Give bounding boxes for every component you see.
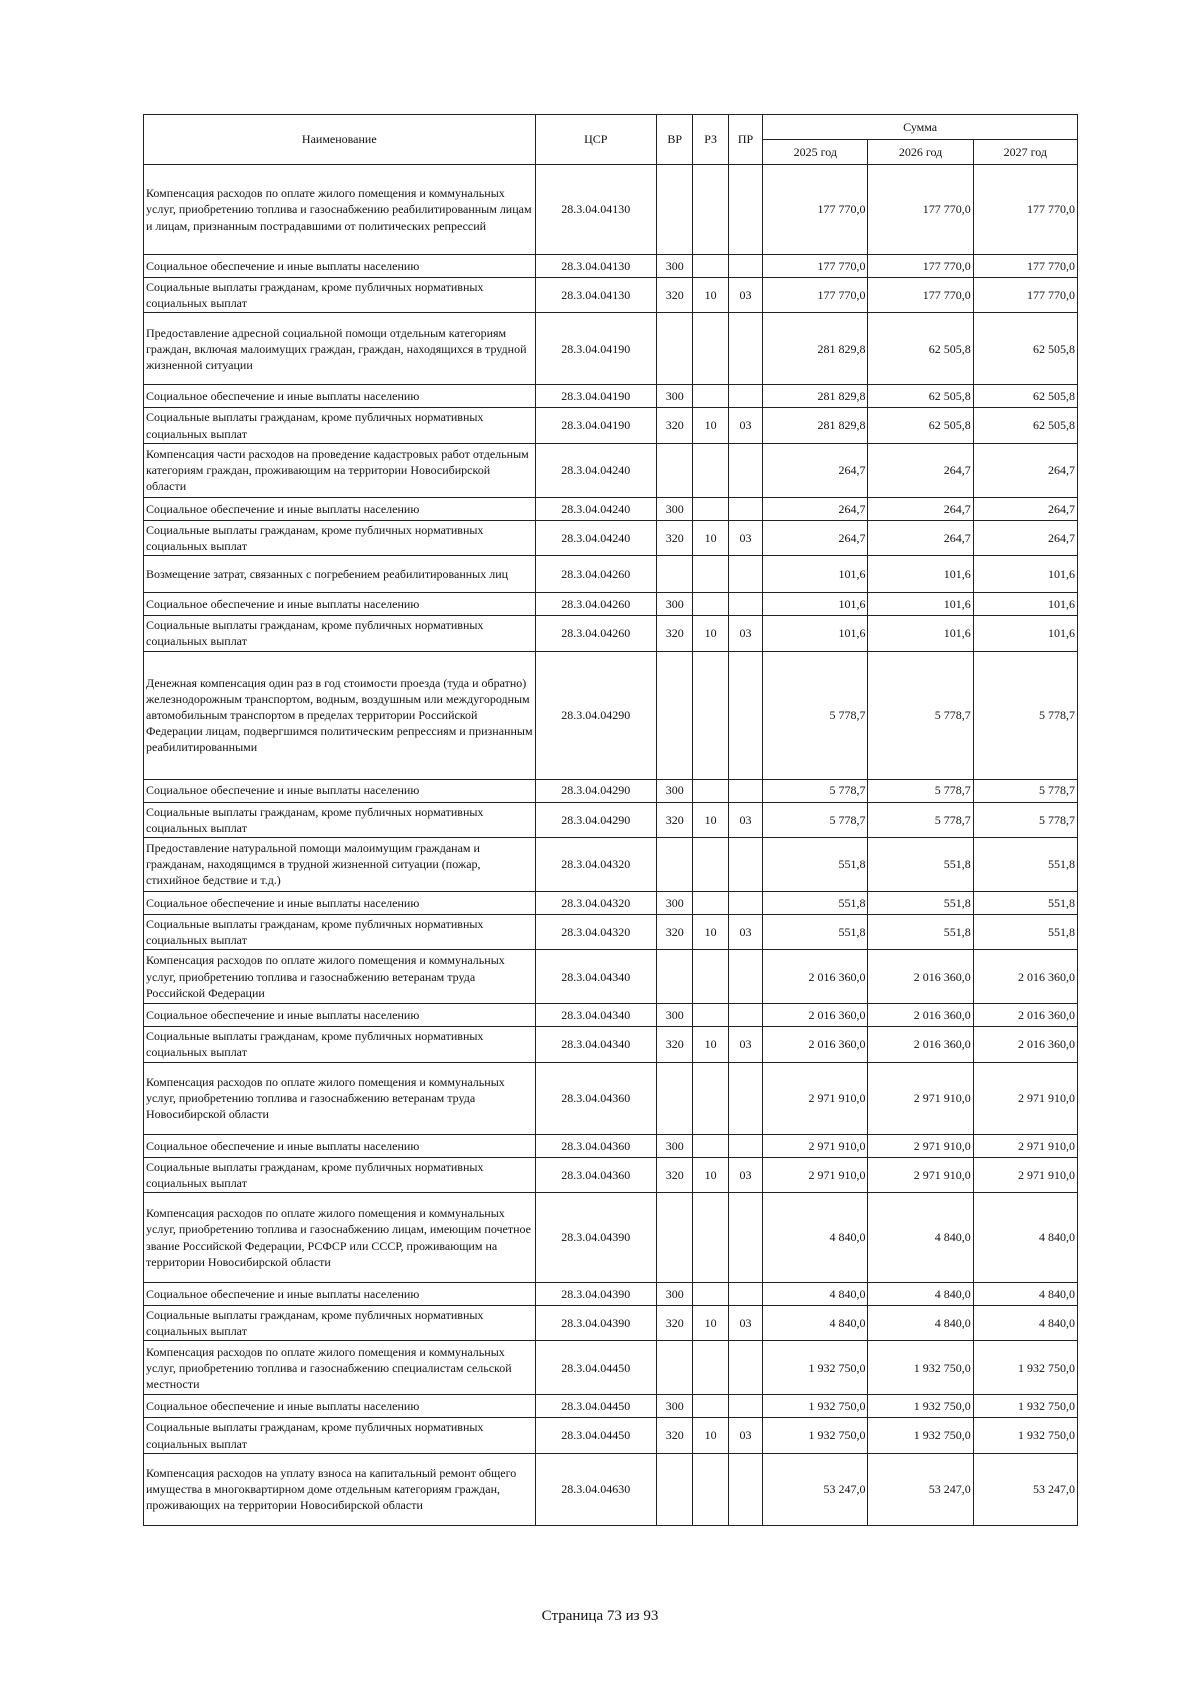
row-pr: 03 (728, 278, 762, 313)
row-amount-2027: 2 016 360,0 (973, 1004, 1077, 1027)
row-amount-2025: 281 829,8 (763, 408, 868, 443)
row-amount-2025: 4 840,0 (763, 1193, 868, 1283)
row-pr (728, 1193, 762, 1283)
row-rz (693, 891, 728, 914)
table-row (144, 950, 1078, 1004)
row-amount-2026: 177 770,0 (868, 165, 973, 255)
row-csr: 28.3.04.04190 (535, 385, 656, 408)
row-pr (728, 443, 762, 497)
row-amount-2025: 101,6 (763, 556, 868, 593)
row-pr: 03 (728, 1157, 762, 1192)
row-rz (693, 1283, 728, 1306)
row-amount-2027: 551,8 (973, 891, 1077, 914)
row-rz: 10 (693, 520, 728, 555)
row-name: Социальные выплаты гражданам, кроме публичных нормативных социальных выплат (144, 616, 536, 651)
row-csr: 28.3.04.04290 (535, 651, 656, 779)
row-rz (693, 556, 728, 593)
row-pr (728, 1453, 762, 1525)
row-amount-2026: 2 016 360,0 (868, 1027, 973, 1062)
row-amount-2027: 2 971 910,0 (973, 1157, 1077, 1192)
row-rz: 10 (693, 278, 728, 313)
row-pr (728, 837, 762, 891)
row-name: Предоставление натуральной помощи малоимущим гражданам и гражданам, находящимся в трудной жизненной ситуации (пожар, стихийное бедствие и т.д.) (144, 837, 536, 891)
row-csr: 28.3.04.04390 (535, 1283, 656, 1306)
table-row (144, 497, 1078, 520)
header-year-2027: 2027 год (973, 140, 1077, 165)
row-amount-2025: 551,8 (763, 891, 868, 914)
row-rz: 10 (693, 1306, 728, 1341)
header-pr: ПР (728, 115, 762, 165)
row-amount-2026: 53 247,0 (868, 1453, 973, 1525)
row-amount-2027: 177 770,0 (973, 255, 1077, 278)
row-name: Социальные выплаты гражданам, кроме публичных нормативных социальных выплат (144, 1027, 536, 1062)
header-rz: РЗ (693, 115, 728, 165)
row-csr: 28.3.04.04340 (535, 950, 656, 1004)
row-pr (728, 497, 762, 520)
row-amount-2027: 2 971 910,0 (973, 1062, 1077, 1134)
budget-table (143, 114, 1078, 1526)
row-name: Компенсация расходов по оплате жилого помещения и коммунальных услуг, приобретению топлива и газоснабжению ветеранам труда Новосибирской области (144, 1062, 536, 1134)
row-amount-2027: 101,6 (973, 616, 1077, 651)
row-amount-2027: 1 932 750,0 (973, 1341, 1077, 1395)
row-name: Социальные выплаты гражданам, кроме публичных нормативных социальных выплат (144, 278, 536, 313)
table-row (144, 385, 1078, 408)
row-vr: 320 (657, 520, 693, 555)
row-amount-2026: 1 932 750,0 (868, 1341, 973, 1395)
table-row (144, 313, 1078, 385)
row-amount-2025: 264,7 (763, 443, 868, 497)
row-rz (693, 651, 728, 779)
row-amount-2027: 62 505,8 (973, 408, 1077, 443)
row-amount-2026: 551,8 (868, 914, 973, 949)
row-rz: 10 (693, 914, 728, 949)
row-rz: 10 (693, 408, 728, 443)
row-amount-2025: 2 016 360,0 (763, 1027, 868, 1062)
row-csr: 28.3.04.04130 (535, 278, 656, 313)
row-amount-2027: 264,7 (973, 497, 1077, 520)
row-rz: 10 (693, 1027, 728, 1062)
row-pr (728, 313, 762, 385)
row-amount-2027: 5 778,7 (973, 779, 1077, 802)
header-csr: ЦСР (535, 115, 656, 165)
row-amount-2026: 264,7 (868, 497, 973, 520)
table-row (144, 891, 1078, 914)
row-csr: 28.3.04.04390 (535, 1306, 656, 1341)
row-amount-2027: 177 770,0 (973, 278, 1077, 313)
row-rz (693, 313, 728, 385)
budget-table-page (143, 114, 1078, 1526)
table-row (144, 1395, 1078, 1418)
header-year-2026: 2026 год (868, 140, 973, 165)
row-name: Социальное обеспечение и иные выплаты населению (144, 1134, 536, 1157)
row-csr: 28.3.04.04240 (535, 443, 656, 497)
row-amount-2027: 2 971 910,0 (973, 1134, 1077, 1157)
row-vr: 320 (657, 1027, 693, 1062)
row-amount-2027: 2 016 360,0 (973, 1027, 1077, 1062)
row-vr: 300 (657, 1283, 693, 1306)
row-vr: 300 (657, 255, 693, 278)
row-name: Компенсация части расходов на проведение кадастровых работ отдельным категориям граждан, проживающим на территории Новосибирской области (144, 443, 536, 497)
table-row (144, 1418, 1078, 1453)
row-csr: 28.3.04.04290 (535, 802, 656, 837)
row-amount-2025: 2 016 360,0 (763, 1004, 868, 1027)
table-row (144, 1283, 1078, 1306)
row-csr: 28.3.04.04320 (535, 837, 656, 891)
table-row (144, 1341, 1078, 1395)
header-name: Наименование (144, 115, 536, 165)
row-vr (657, 950, 693, 1004)
row-vr: 320 (657, 1418, 693, 1453)
row-csr: 28.3.04.04190 (535, 313, 656, 385)
table-row (144, 616, 1078, 651)
row-amount-2026: 101,6 (868, 593, 973, 616)
table-row (144, 443, 1078, 497)
row-vr: 320 (657, 616, 693, 651)
header-year-2025: 2025 год (763, 140, 868, 165)
row-amount-2027: 264,7 (973, 443, 1077, 497)
row-name: Компенсация расходов по оплате жилого помещения и коммунальных услуг, приобретению топлива и газоснабжению реабилитированным лицам и лицам, признанным пострадавшими от политических репрессий (144, 165, 536, 255)
table-row (144, 556, 1078, 593)
table-row (144, 255, 1078, 278)
row-rz (693, 165, 728, 255)
row-csr: 28.3.04.04390 (535, 1193, 656, 1283)
row-csr: 28.3.04.04450 (535, 1395, 656, 1418)
row-amount-2025: 2 971 910,0 (763, 1062, 868, 1134)
row-csr: 28.3.04.04240 (535, 520, 656, 555)
row-pr: 03 (728, 408, 762, 443)
row-amount-2026: 4 840,0 (868, 1306, 973, 1341)
row-vr: 320 (657, 1157, 693, 1192)
row-name: Социальные выплаты гражданам, кроме публичных нормативных социальных выплат (144, 1157, 536, 1192)
row-amount-2027: 551,8 (973, 837, 1077, 891)
row-vr: 320 (657, 802, 693, 837)
row-amount-2026: 551,8 (868, 837, 973, 891)
table-row (144, 914, 1078, 949)
row-vr (657, 1341, 693, 1395)
row-csr: 28.3.04.04340 (535, 1004, 656, 1027)
row-name: Социальное обеспечение и иные выплаты населению (144, 255, 536, 278)
row-pr (728, 593, 762, 616)
row-vr: 300 (657, 593, 693, 616)
row-amount-2026: 177 770,0 (868, 278, 973, 313)
row-amount-2026: 2 016 360,0 (868, 950, 973, 1004)
row-csr: 28.3.04.04450 (535, 1341, 656, 1395)
row-rz (693, 443, 728, 497)
row-csr: 28.3.04.04360 (535, 1062, 656, 1134)
row-name: Социальное обеспечение и иные выплаты населению (144, 497, 536, 520)
row-name: Компенсация расходов по оплате жилого помещения и коммунальных услуг, приобретению топлива и газоснабжению ветеранам труда Российской Федерации (144, 950, 536, 1004)
row-csr: 28.3.04.04130 (535, 165, 656, 255)
row-amount-2025: 1 932 750,0 (763, 1418, 868, 1453)
row-pr: 03 (728, 914, 762, 949)
row-name: Предоставление адресной социальной помощи отдельным категориям граждан, включая малоимущих граждан, граждан, находящихся в трудной жизненной ситуации (144, 313, 536, 385)
row-amount-2026: 264,7 (868, 443, 973, 497)
row-amount-2027: 4 840,0 (973, 1193, 1077, 1283)
row-amount-2025: 101,6 (763, 616, 868, 651)
row-csr: 28.3.04.04340 (535, 1027, 656, 1062)
table-row (144, 1157, 1078, 1192)
row-csr: 28.3.04.04630 (535, 1453, 656, 1525)
row-amount-2025: 177 770,0 (763, 278, 868, 313)
row-vr: 300 (657, 385, 693, 408)
table-row (144, 802, 1078, 837)
row-rz (693, 1453, 728, 1525)
row-name: Социальное обеспечение и иные выплаты населению (144, 1004, 536, 1027)
row-pr (728, 1004, 762, 1027)
row-vr: 320 (657, 914, 693, 949)
table-row (144, 593, 1078, 616)
row-amount-2026: 62 505,8 (868, 385, 973, 408)
row-rz: 10 (693, 1418, 728, 1453)
row-amount-2027: 1 932 750,0 (973, 1395, 1077, 1418)
row-vr (657, 1193, 693, 1283)
row-amount-2026: 2 016 360,0 (868, 1004, 973, 1027)
row-vr: 300 (657, 779, 693, 802)
row-pr: 03 (728, 520, 762, 555)
row-amount-2026: 5 778,7 (868, 779, 973, 802)
row-csr: 28.3.04.04130 (535, 255, 656, 278)
row-rz: 10 (693, 1157, 728, 1192)
table-row (144, 408, 1078, 443)
row-amount-2025: 5 778,7 (763, 802, 868, 837)
table-header (144, 115, 1078, 165)
row-rz (693, 1193, 728, 1283)
row-amount-2025: 4 840,0 (763, 1306, 868, 1341)
row-amount-2026: 1 932 750,0 (868, 1418, 973, 1453)
row-amount-2027: 2 016 360,0 (973, 950, 1077, 1004)
row-amount-2026: 101,6 (868, 556, 973, 593)
row-name: Социальные выплаты гражданам, кроме публичных нормативных социальных выплат (144, 408, 536, 443)
row-amount-2027: 5 778,7 (973, 802, 1077, 837)
row-csr: 28.3.04.04320 (535, 891, 656, 914)
row-rz (693, 593, 728, 616)
row-amount-2026: 4 840,0 (868, 1283, 973, 1306)
row-name: Социальные выплаты гражданам, кроме публичных нормативных социальных выплат (144, 802, 536, 837)
row-vr (657, 556, 693, 593)
table-row (144, 779, 1078, 802)
row-amount-2026: 177 770,0 (868, 255, 973, 278)
row-pr (728, 779, 762, 802)
row-amount-2026: 2 971 910,0 (868, 1062, 973, 1134)
row-amount-2026: 2 971 910,0 (868, 1157, 973, 1192)
row-amount-2025: 4 840,0 (763, 1283, 868, 1306)
row-amount-2026: 5 778,7 (868, 651, 973, 779)
row-rz (693, 497, 728, 520)
row-csr: 28.3.04.04260 (535, 593, 656, 616)
table-row (144, 1134, 1078, 1157)
row-csr: 28.3.04.04260 (535, 556, 656, 593)
row-vr (657, 165, 693, 255)
row-name: Социальные выплаты гражданам, кроме публичных нормативных социальных выплат (144, 1306, 536, 1341)
row-amount-2025: 177 770,0 (763, 165, 868, 255)
row-amount-2025: 281 829,8 (763, 313, 868, 385)
row-amount-2025: 551,8 (763, 837, 868, 891)
row-csr: 28.3.04.04290 (535, 779, 656, 802)
row-name: Компенсация расходов по оплате жилого помещения и коммунальных услуг, приобретению топлива и газоснабжению лицам, имеющим почетное звание Российской Федерации, РСФСР или СССР, проживающим на территории Новосибирской области (144, 1193, 536, 1283)
table-row (144, 520, 1078, 555)
row-amount-2025: 551,8 (763, 914, 868, 949)
row-vr: 300 (657, 1004, 693, 1027)
row-amount-2027: 177 770,0 (973, 165, 1077, 255)
row-pr: 03 (728, 1027, 762, 1062)
row-pr (728, 950, 762, 1004)
row-rz (693, 255, 728, 278)
row-name: Возмещение затрат, связанных с погребением реабилитированных лиц (144, 556, 536, 593)
table-row (144, 1004, 1078, 1027)
row-rz: 10 (693, 802, 728, 837)
row-pr: 03 (728, 802, 762, 837)
table-row (144, 1453, 1078, 1525)
row-amount-2027: 5 778,7 (973, 651, 1077, 779)
row-amount-2027: 101,6 (973, 593, 1077, 616)
row-amount-2027: 62 505,8 (973, 385, 1077, 408)
row-rz (693, 1004, 728, 1027)
row-amount-2026: 1 932 750,0 (868, 1395, 973, 1418)
row-name: Социальные выплаты гражданам, кроме публичных нормативных социальных выплат (144, 1418, 536, 1453)
row-amount-2025: 264,7 (763, 497, 868, 520)
row-amount-2025: 2 016 360,0 (763, 950, 868, 1004)
table-row (144, 165, 1078, 255)
row-amount-2025: 264,7 (763, 520, 868, 555)
table-row (144, 278, 1078, 313)
row-amount-2026: 62 505,8 (868, 313, 973, 385)
row-rz (693, 385, 728, 408)
row-vr (657, 1453, 693, 1525)
row-amount-2025: 101,6 (763, 593, 868, 616)
row-amount-2026: 4 840,0 (868, 1193, 973, 1283)
row-vr (657, 443, 693, 497)
row-amount-2026: 551,8 (868, 891, 973, 914)
row-vr: 320 (657, 278, 693, 313)
row-vr: 300 (657, 1134, 693, 1157)
table-row (144, 1193, 1078, 1283)
row-amount-2025: 177 770,0 (763, 255, 868, 278)
row-pr: 03 (728, 1306, 762, 1341)
row-name: Компенсация расходов по оплате жилого помещения и коммунальных услуг, приобретению топлива и газоснабжению специалистам сельской местности (144, 1341, 536, 1395)
row-rz (693, 837, 728, 891)
row-rz (693, 1134, 728, 1157)
row-pr (728, 385, 762, 408)
row-amount-2027: 264,7 (973, 520, 1077, 555)
row-rz (693, 1062, 728, 1134)
row-vr (657, 313, 693, 385)
row-name: Социальное обеспечение и иные выплаты населению (144, 1283, 536, 1306)
row-name: Социальное обеспечение и иные выплаты населению (144, 385, 536, 408)
row-amount-2026: 101,6 (868, 616, 973, 651)
row-amount-2025: 53 247,0 (763, 1453, 868, 1525)
row-csr: 28.3.04.04320 (535, 914, 656, 949)
row-amount-2025: 281 829,8 (763, 385, 868, 408)
row-vr (657, 651, 693, 779)
row-amount-2026: 2 971 910,0 (868, 1134, 973, 1157)
table-row (144, 1027, 1078, 1062)
row-pr (728, 891, 762, 914)
row-rz (693, 779, 728, 802)
row-pr (728, 651, 762, 779)
row-vr (657, 837, 693, 891)
row-vr: 300 (657, 1395, 693, 1418)
row-name: Социальные выплаты гражданам, кроме публичных нормативных социальных выплат (144, 520, 536, 555)
row-name: Социальные выплаты гражданам, кроме публичных нормативных социальных выплат (144, 914, 536, 949)
row-vr: 320 (657, 408, 693, 443)
table-row (144, 1306, 1078, 1341)
row-rz (693, 1341, 728, 1395)
row-pr (728, 1283, 762, 1306)
row-amount-2027: 4 840,0 (973, 1283, 1077, 1306)
table-row (144, 1062, 1078, 1134)
row-amount-2026: 264,7 (868, 520, 973, 555)
row-name: Социальное обеспечение и иные выплаты населению (144, 891, 536, 914)
row-amount-2026: 5 778,7 (868, 802, 973, 837)
row-amount-2027: 4 840,0 (973, 1306, 1077, 1341)
row-pr (728, 1062, 762, 1134)
row-pr (728, 1395, 762, 1418)
row-name: Социальное обеспечение и иные выплаты населению (144, 1395, 536, 1418)
row-csr: 28.3.04.04240 (535, 497, 656, 520)
row-pr: 03 (728, 616, 762, 651)
row-csr: 28.3.04.04190 (535, 408, 656, 443)
row-amount-2027: 62 505,8 (973, 313, 1077, 385)
row-amount-2027: 551,8 (973, 914, 1077, 949)
row-amount-2025: 5 778,7 (763, 779, 868, 802)
row-rz (693, 1395, 728, 1418)
row-pr (728, 165, 762, 255)
row-amount-2025: 2 971 910,0 (763, 1157, 868, 1192)
row-name: Социальное обеспечение и иные выплаты населению (144, 593, 536, 616)
row-vr (657, 1062, 693, 1134)
header-vr: ВР (657, 115, 693, 165)
row-name: Компенсация расходов на уплату взноса на капитальный ремонт общего имущества в многоквартирном доме отдельным категориям граждан, проживающих на территории Новосибирской области (144, 1453, 536, 1525)
row-amount-2025: 1 932 750,0 (763, 1341, 868, 1395)
row-amount-2026: 62 505,8 (868, 408, 973, 443)
table-row (144, 837, 1078, 891)
row-rz (693, 950, 728, 1004)
table-body (144, 165, 1078, 1526)
row-rz: 10 (693, 616, 728, 651)
header-sum: Сумма (763, 115, 1078, 140)
row-csr: 28.3.04.04450 (535, 1418, 656, 1453)
row-amount-2027: 53 247,0 (973, 1453, 1077, 1525)
row-amount-2027: 1 932 750,0 (973, 1418, 1077, 1453)
row-csr: 28.3.04.04360 (535, 1157, 656, 1192)
page-number: Страница 73 из 93 (541, 1608, 659, 1624)
row-vr: 300 (657, 891, 693, 914)
row-name: Денежная компенсация один раз в год стоимости проезда (туда и обратно) железнодорожным транспортом, водным, воздушным или междугородным автомобильным транспортом в пределах территории Российской Федерации лицам, подвергшимся политическим репрессиям и признанным реабилитированными (144, 651, 536, 779)
row-csr: 28.3.04.04260 (535, 616, 656, 651)
row-pr (728, 556, 762, 593)
row-amount-2025: 5 778,7 (763, 651, 868, 779)
row-pr (728, 255, 762, 278)
row-pr (728, 1134, 762, 1157)
row-vr: 300 (657, 497, 693, 520)
row-pr (728, 1341, 762, 1395)
row-amount-2025: 1 932 750,0 (763, 1395, 868, 1418)
table-row (144, 651, 1078, 779)
row-amount-2027: 101,6 (973, 556, 1077, 593)
row-pr: 03 (728, 1418, 762, 1453)
row-name: Социальное обеспечение и иные выплаты населению (144, 779, 536, 802)
row-amount-2025: 2 971 910,0 (763, 1134, 868, 1157)
row-vr: 320 (657, 1306, 693, 1341)
row-csr: 28.3.04.04360 (535, 1134, 656, 1157)
